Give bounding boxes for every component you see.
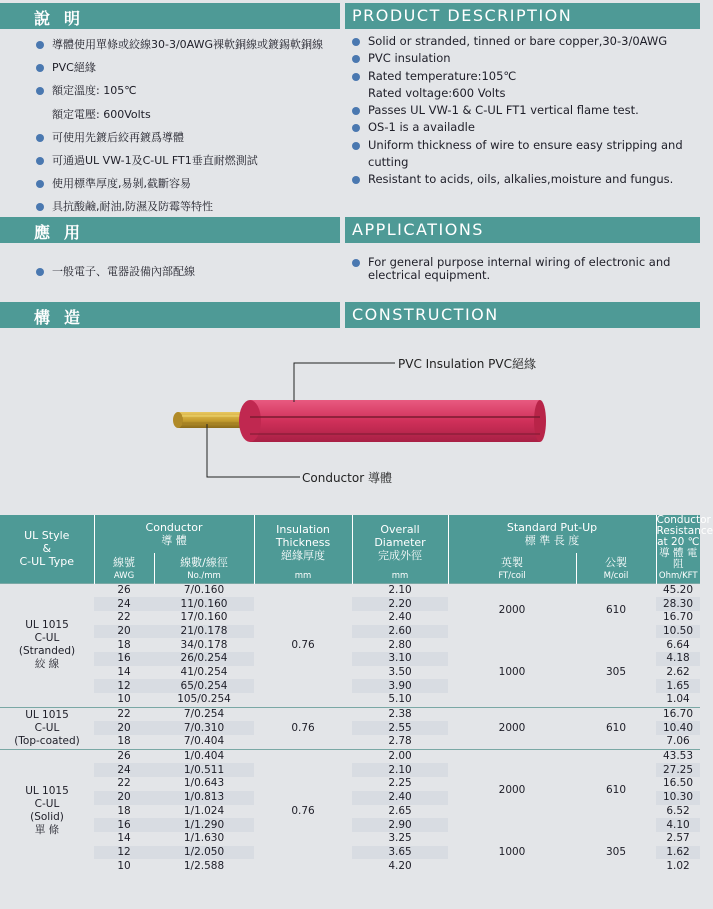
cable-style-cell: UL 1015 C-UL (Top-coated) <box>0 707 94 749</box>
list-item: Rated voltage:600 Volts <box>368 85 506 100</box>
strand-cell: 105/0.254 <box>177 693 231 706</box>
diameter-cell: 2.80 <box>388 638 412 651</box>
resistance-cell: 45.20 <box>656 583 700 597</box>
bullet-icon <box>352 176 360 184</box>
list-item: 額定溫度: 105℃ <box>34 84 344 107</box>
description-header-bar <box>0 3 700 29</box>
diameter-cell: 2.55 <box>352 721 448 735</box>
diameter-cell: 2.40 <box>388 611 412 624</box>
resistance-cell: 16.70 <box>656 707 700 721</box>
awg-cell: 18 <box>117 804 131 817</box>
bullet-icon <box>352 55 360 63</box>
awg-cell: 12 <box>94 679 154 693</box>
resistance-cell: 1.62 <box>656 846 700 860</box>
putup-m-cell: 305 <box>576 832 656 873</box>
header-putup-en: 英製 <box>448 553 576 570</box>
diameter-cell: 2.10 <box>352 583 448 597</box>
list-item: 可通過UL VW-1及C-UL FT1垂直耐燃測試 <box>34 154 344 177</box>
awg-cell: 12 <box>94 846 154 860</box>
description-en-title: PRODUCT DESCRIPTION <box>352 6 573 25</box>
header-style: UL Style & C-UL Type <box>0 515 94 583</box>
resistance-cell: 4.18 <box>656 652 700 666</box>
awg-cell: 22 <box>117 611 131 624</box>
spec-table <box>0 514 713 873</box>
applications-zh-title: 應用 <box>34 223 95 242</box>
resistance-cell: 7.06 <box>666 735 690 748</box>
spec-table-body <box>0 583 700 873</box>
diameter-cell: 2.20 <box>352 597 448 611</box>
list-item: 使用標準厚度,易剝,截斷容易 <box>34 177 344 200</box>
diameter-cell: 2.60 <box>352 625 448 639</box>
header-divider <box>340 302 345 328</box>
header-insulation: Insulation Thickness 絕緣厚度 <box>254 515 352 570</box>
description-en-list <box>350 33 695 189</box>
resistance-cell: 2.62 <box>666 665 690 678</box>
strand-cell: 1/1.630 <box>183 832 225 845</box>
construction-header-bar <box>0 302 700 328</box>
awg-cell: 10 <box>117 693 131 706</box>
resistance-cell: 1.65 <box>656 679 700 693</box>
diameter-cell: 2.00 <box>352 749 448 763</box>
bullet-icon <box>352 142 360 150</box>
applications-en-list <box>350 256 680 282</box>
awg-cell: 18 <box>117 735 131 748</box>
jacket-back-end <box>534 400 546 442</box>
header-divider <box>340 3 345 29</box>
applications-header-bar <box>0 217 700 243</box>
strand-cell: 1/0.511 <box>154 763 254 777</box>
awg-cell: 16 <box>94 818 154 832</box>
unit-strand: No./mm <box>154 570 254 583</box>
list-item: Uniform thickness of wire to ensure easy stripping and cutting <box>350 137 695 172</box>
unit-putup-metric: M/coil <box>576 570 656 583</box>
applications-zh-list <box>34 265 344 288</box>
bullet-icon <box>36 157 44 165</box>
awg-cell: 14 <box>117 832 131 845</box>
table-header-row <box>0 515 700 553</box>
strand-cell: 1/1.290 <box>154 818 254 832</box>
resistance-cell: 6.52 <box>666 804 690 817</box>
bullet-icon <box>352 38 360 46</box>
applications-en-title: APPLICATIONS <box>352 220 484 239</box>
strand-cell: 1/2.588 <box>183 859 225 872</box>
insulation-leader-line <box>294 363 395 402</box>
putup-m-cell: 305 <box>576 638 656 707</box>
putup-m-cell: 610 <box>576 749 656 832</box>
description-zh-list <box>34 38 344 224</box>
insulation-thickness-cell: 0.76 <box>254 583 352 707</box>
table-unit-row <box>0 570 700 583</box>
list-item: Passes UL VW-1 & C-UL FT1 vertical flame test. <box>350 102 695 119</box>
bullet-icon <box>36 134 44 142</box>
list-item: 一般電子、電器設備內部配線 <box>34 265 344 288</box>
bullet-icon <box>352 124 360 132</box>
diameter-cell: 2.38 <box>352 707 448 721</box>
resistance-cell: 27.25 <box>656 763 700 777</box>
bullet-icon <box>352 73 360 81</box>
strand-cell: 26/0.254 <box>154 652 254 666</box>
awg-cell: 22 <box>117 777 131 790</box>
awg-cell: 26 <box>94 583 154 597</box>
construction-en-title: CONSTRUCTION <box>352 305 499 324</box>
resistance-cell: 2.57 <box>666 832 690 845</box>
diameter-cell: 3.50 <box>388 665 412 678</box>
table-row <box>0 749 700 763</box>
strand-cell: 7/0.160 <box>154 583 254 597</box>
cable-style-cell: UL 1015 C-UL (Solid) 單 條 <box>0 749 94 873</box>
insulation-jacket <box>250 400 540 442</box>
resistance-cell: 10.50 <box>656 625 700 639</box>
conductor-core <box>178 412 248 428</box>
list-item: PVC絕緣 <box>34 61 344 84</box>
putup-ft-cell: 1000 <box>448 638 576 707</box>
diameter-cell: 2.25 <box>388 777 412 790</box>
bullet-icon <box>36 64 44 72</box>
strand-cell: 1/0.813 <box>154 791 254 805</box>
header-resistance: Conductor Resistance at 20 ℃ 導 體 電 阻 <box>656 514 713 570</box>
strand-cell: 21/0.178 <box>154 625 254 639</box>
header-diameter: Overall Diameter 完成外徑 <box>352 515 448 570</box>
cable-style-cell: UL 1015 C-UL (Stranded) 絞 線 <box>0 583 94 707</box>
resistance-cell: 1.04 <box>666 693 690 706</box>
header-awg: 線號 <box>94 553 154 570</box>
list-item: Resistant to acids, oils, alkalies,moisture and fungus. <box>350 171 695 188</box>
jacket-front-end <box>239 400 261 442</box>
diameter-cell: 2.90 <box>352 818 448 832</box>
diameter-cell: 3.90 <box>352 679 448 693</box>
diameter-cell: 2.40 <box>352 791 448 805</box>
bullet-icon <box>36 268 44 276</box>
bullet-icon <box>36 180 44 188</box>
awg-cell: 18 <box>117 638 131 651</box>
list-item: 額定電壓: 600Volts <box>52 107 151 121</box>
diameter-cell: 5.10 <box>388 693 412 706</box>
list-item: 具抗酸鹼,耐油,防濕及防霉等特性 <box>34 200 344 223</box>
list-item: Rated temperature:105℃ <box>350 68 695 85</box>
list-item: 導體使用單條或絞線30-3/0AWG裸軟銅線或鍍錫軟銅線 <box>34 38 344 61</box>
list-item: 可使用先鍍后絞再鍍爲導體 <box>34 131 344 154</box>
strand-cell: 1/2.050 <box>154 846 254 860</box>
construction-zh-title: 構造 <box>34 308 95 327</box>
conductor-label: Conductor 導體 <box>302 471 392 485</box>
header-putup-metric: 公製 <box>576 553 656 570</box>
diameter-cell: 2.78 <box>388 735 412 748</box>
strand-cell: 1/1.024 <box>183 804 225 817</box>
list-item: PVC insulation <box>350 50 695 67</box>
table-row <box>0 707 700 721</box>
list-item: Solid or stranded, tinned or bare copper,30-3/0AWG <box>350 33 695 50</box>
header-divider <box>340 217 345 243</box>
resistance-cell: 10.30 <box>656 791 700 805</box>
unit-insulation: mm <box>254 570 352 583</box>
strand-cell: 1/0.404 <box>154 749 254 763</box>
unit-resistance: Ohm/KFT <box>656 570 700 583</box>
table-row <box>0 583 700 597</box>
conductor-end <box>173 412 183 428</box>
resistance-cell: 16.70 <box>662 611 694 624</box>
putup-ft-cell: 2000 <box>448 749 576 832</box>
awg-cell: 20 <box>94 791 154 805</box>
diameter-cell: 2.10 <box>352 763 448 777</box>
resistance-cell: 10.40 <box>656 721 700 735</box>
awg-cell: 20 <box>94 721 154 735</box>
header-conductor: Conductor 導 體 <box>94 515 254 553</box>
resistance-cell: 16.50 <box>662 777 694 790</box>
insulation-label: PVC Insulation PVC絕緣 <box>398 357 536 371</box>
diameter-cell: 3.25 <box>388 832 412 845</box>
awg-cell: 26 <box>94 749 154 763</box>
unit-awg: AWG <box>94 570 154 583</box>
list-item: OS-1 is a availadle <box>350 119 695 136</box>
putup-ft-cell: 2000 <box>448 707 576 749</box>
insulation-thickness-cell: 0.76 <box>254 749 352 873</box>
bullet-icon <box>36 41 44 49</box>
unit-putup-en: FT/coil <box>448 570 576 583</box>
strand-cell: 17/0.160 <box>180 611 228 624</box>
insulation-thickness-cell: 0.76 <box>254 707 352 749</box>
unit-diameter: mm <box>352 570 448 583</box>
strand-cell: 1/0.643 <box>183 777 225 790</box>
resistance-cell: 43.53 <box>656 749 700 763</box>
resistance-cell: 1.02 <box>666 859 690 872</box>
diameter-cell: 2.65 <box>388 804 412 817</box>
strand-cell: 7/0.404 <box>183 735 225 748</box>
strand-cell: 41/0.254 <box>180 665 228 678</box>
putup-ft-cell: 2000 <box>448 583 576 638</box>
header-putup: Standard Put-Up 標 準 長 度 <box>448 515 656 553</box>
putup-m-cell: 610 <box>576 583 656 638</box>
bullet-icon <box>352 259 360 267</box>
strand-cell: 7/0.310 <box>154 721 254 735</box>
awg-cell: 10 <box>117 859 131 872</box>
strand-cell: 65/0.254 <box>154 679 254 693</box>
strand-cell: 11/0.160 <box>154 597 254 611</box>
awg-cell: 20 <box>94 625 154 639</box>
awg-cell: 24 <box>94 763 154 777</box>
diameter-cell: 3.10 <box>352 652 448 666</box>
header-strand: 線數/線徑 <box>154 553 254 570</box>
resistance-cell: 28.30 <box>656 597 700 611</box>
awg-cell: 16 <box>94 652 154 666</box>
awg-cell: 24 <box>94 597 154 611</box>
putup-m-cell: 610 <box>576 707 656 749</box>
putup-ft-cell: 1000 <box>448 832 576 873</box>
bullet-icon <box>352 107 360 115</box>
description-zh-title: 說明 <box>34 9 95 28</box>
resistance-cell: 6.64 <box>666 638 690 651</box>
resistance-cell: 4.10 <box>656 818 700 832</box>
bullet-icon <box>36 203 44 211</box>
awg-cell: 22 <box>94 707 154 721</box>
list-item: For general purpose internal wiring of electronic and electrical equipment. <box>350 256 680 282</box>
diameter-cell: 4.20 <box>388 859 412 872</box>
awg-cell: 14 <box>117 665 131 678</box>
strand-cell: 7/0.254 <box>154 707 254 721</box>
bullet-icon <box>36 87 44 95</box>
diameter-cell: 3.65 <box>352 846 448 860</box>
strand-cell: 34/0.178 <box>180 638 228 651</box>
